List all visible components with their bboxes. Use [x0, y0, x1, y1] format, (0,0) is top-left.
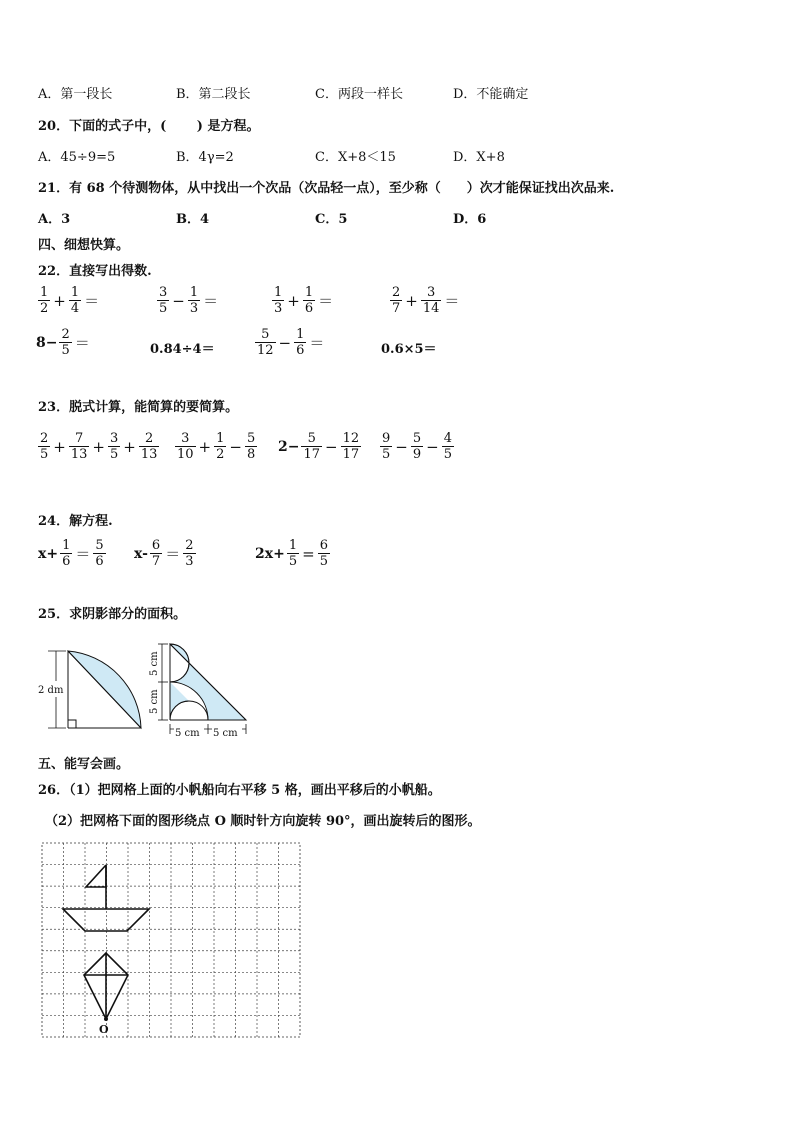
fraction: $\frac{5}{12}$: [257, 327, 274, 358]
q20-stem: 20．下面的式子中，( ) 是方程。: [38, 119, 260, 134]
q24-eq-3: 2x+ $\frac{1}{5}$ = $\frac{6}{5}$: [255, 538, 328, 569]
q22-expr-8: 0.6×5＝: [381, 342, 437, 357]
fraction: $\frac{1}{6}$: [304, 285, 314, 316]
q19-option-b: B．第二段长: [176, 87, 251, 102]
q25-fig1-label: 2 dm: [38, 685, 64, 696]
q22-expr-4: $\frac{2}{7}$ + $\frac{3}{14}$ ＝: [392, 285, 460, 316]
q20-option-b: B．4γ=2: [176, 150, 234, 165]
q22-expr-5: 8− $\frac{2}{5}$ ＝: [36, 327, 90, 358]
q22-stem: 22．直接写出得数.: [38, 264, 152, 279]
q23-stem: 23．脱式计算，能简算的要简算。: [38, 400, 239, 415]
q26-grid: [41, 842, 303, 1042]
q26-part-2: （2）把网格下面的图形绕点 O 顺时针方向旋转 90°，画出旋转后的图形。: [45, 814, 481, 829]
q25-fig2-label-1: 5 cm: [149, 651, 160, 676]
q21-stem: 21．有 68 个待测物体，从中找出一个次品（次品轻一点），至少称（ ）次才能保证找出次品来.: [38, 181, 615, 196]
q22-expr-3: $\frac{1}{3}$ + $\frac{1}{6}$ ＝: [274, 285, 334, 316]
q23-expr-1: $\frac{2}{5}$ + $\frac{7}{13}$ + $\frac{3}{5}$ + $\frac{2}{13}$: [40, 431, 158, 462]
q21-option-a: A．3: [38, 212, 71, 227]
fraction: $\frac{1}{2}$: [40, 285, 49, 316]
section-5-heading: 五、能写会画。: [38, 757, 130, 772]
fraction: $\frac{1}{6}$: [296, 327, 305, 358]
q25-fig2-label-4: 5 cm: [213, 728, 238, 739]
q24-stem: 24．解方程.: [38, 514, 113, 529]
q24-eq-2: x- $\frac{6}{7}$ ＝ $\frac{2}{3}$: [134, 538, 194, 569]
q20-option-c: C．X+8＜15: [315, 150, 396, 165]
q24-eq-1: x+ $\frac{1}{6}$ ＝ $\frac{5}{6}$: [38, 538, 104, 569]
q23-expr-4: $\frac{9}{5}$ − $\frac{5}{9}$ − $\frac{4}{5}$: [382, 431, 452, 462]
fraction: $\frac{1}{3}$: [274, 285, 283, 316]
q23-expr-2: $\frac{3}{10}$ + $\frac{1}{2}$ − $\frac{5}{8}$: [177, 431, 256, 462]
q26-part-1: 26．（1）把网格上面的小帆船向右平移 5 格，画出平移后的小帆船。: [38, 783, 441, 798]
fraction: $\frac{1}{3}$: [189, 285, 199, 316]
point-o-label: O: [99, 1023, 109, 1036]
q21-option-d: D．6: [453, 212, 487, 227]
q25-figure-2: [148, 640, 248, 740]
q25-stem: 25．求阴影部分的面积。: [38, 607, 187, 622]
q19-option-a: A．第一段长: [38, 87, 113, 102]
q19-option-c: C．两段一样长: [315, 87, 403, 102]
q21-option-c: C．5: [315, 212, 348, 227]
q22-expr-1: $\frac{1}{2}$ + $\frac{1}{4}$ ＝: [40, 285, 100, 316]
q22-expr-2: $\frac{3}{5}$ − $\frac{1}{3}$ ＝: [159, 285, 219, 316]
q25-figure-1: [36, 645, 146, 735]
q20-option-a: A．45÷9=5: [38, 150, 116, 165]
q22-expr-7: $\frac{5}{12}$ − $\frac{1}{6}$ ＝: [257, 327, 325, 358]
q21-option-b: B．4: [176, 212, 210, 227]
fraction: $\frac{3}{5}$: [159, 285, 168, 316]
q19-option-d: D．不能确定: [453, 87, 529, 102]
q25-fig2-label-2: 5 cm: [149, 689, 160, 714]
fraction: $\frac{2}{7}$: [392, 285, 401, 316]
fraction: $\frac{3}{14}$: [422, 285, 440, 316]
q23-expr-3: 2− $\frac{5}{17}$ − $\frac{12}{17}$: [278, 431, 360, 462]
q20-option-d: D．X+8: [453, 150, 505, 165]
fraction: $\frac{2}{5}$: [61, 327, 70, 358]
fraction: $\frac{1}{4}$: [70, 285, 80, 316]
boat-hull: [63, 909, 149, 931]
section-4-heading: 四、细想快算。: [38, 238, 130, 253]
boat-sail: [86, 865, 106, 887]
q22-expr-6: 0.84÷4＝: [150, 342, 215, 357]
q25-fig2-label-3: 5 cm: [175, 728, 200, 739]
